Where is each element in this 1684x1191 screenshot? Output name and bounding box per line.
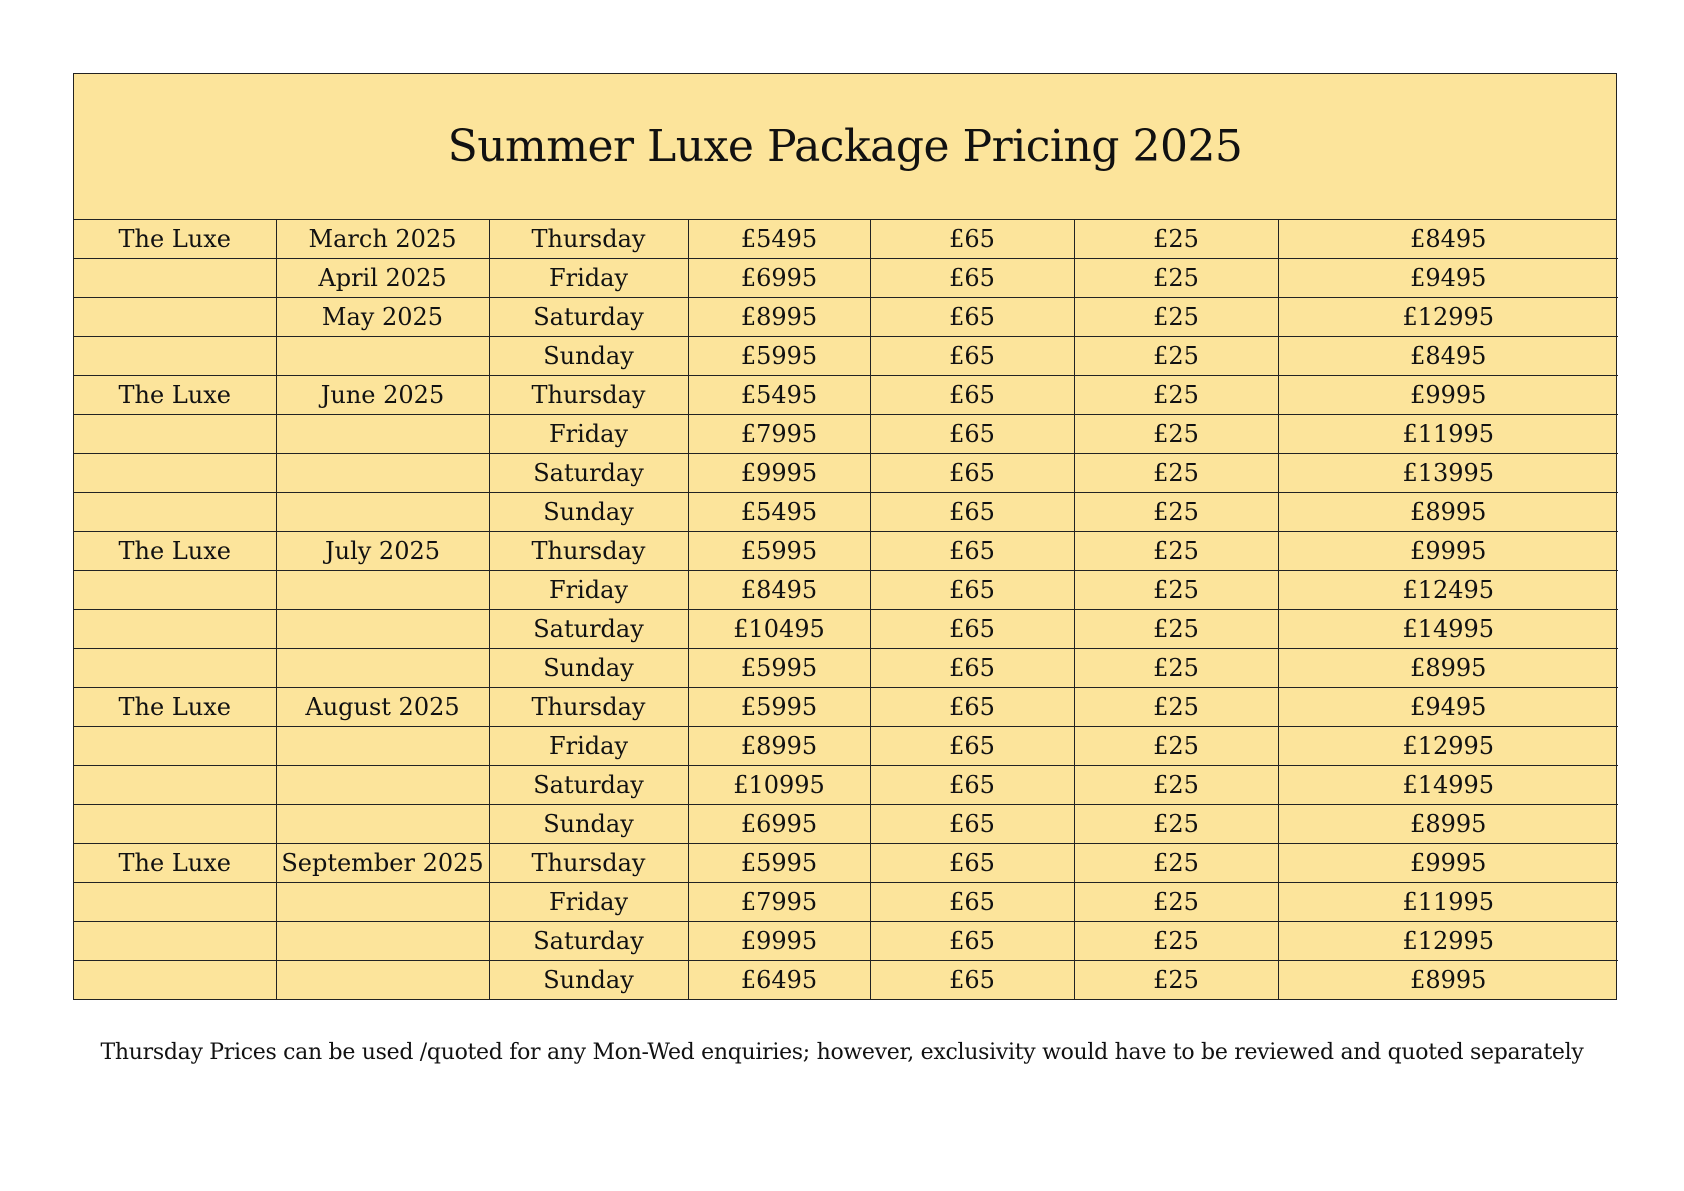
fee-cell: £25 bbox=[1074, 376, 1278, 415]
fee-cell: £25 bbox=[1074, 922, 1278, 961]
total-price-cell: £8495 bbox=[1278, 220, 1618, 259]
table-row bbox=[74, 649, 1618, 688]
day-cell: Thursday bbox=[489, 532, 688, 571]
fee-cell: £65 bbox=[870, 805, 1074, 844]
package-price-cell: £6995 bbox=[688, 259, 870, 298]
month-cell bbox=[276, 766, 489, 805]
fee-cell: £65 bbox=[870, 922, 1074, 961]
fee-cell: £25 bbox=[1074, 532, 1278, 571]
fee-cell: £65 bbox=[870, 610, 1074, 649]
fee-cell: £65 bbox=[870, 220, 1074, 259]
venue-cell: The Luxe bbox=[74, 532, 276, 571]
pricing-table-body bbox=[74, 220, 1618, 999]
fee-cell: £65 bbox=[870, 883, 1074, 922]
fee-cell: £25 bbox=[1074, 220, 1278, 259]
total-price-cell: £13995 bbox=[1278, 454, 1618, 493]
table-row bbox=[74, 922, 1618, 961]
venue-cell: The Luxe bbox=[74, 844, 276, 883]
table-row bbox=[74, 259, 1618, 298]
day-cell: Thursday bbox=[489, 844, 688, 883]
month-cell bbox=[276, 337, 489, 376]
day-cell: Thursday bbox=[489, 220, 688, 259]
page-title: Summer Luxe Package Pricing 2025 bbox=[447, 121, 1243, 172]
day-cell: Friday bbox=[489, 727, 688, 766]
package-price-cell: £6995 bbox=[688, 805, 870, 844]
fee-cell: £65 bbox=[870, 259, 1074, 298]
total-price-cell: £12495 bbox=[1278, 571, 1618, 610]
month-cell bbox=[276, 727, 489, 766]
total-price-cell: £12995 bbox=[1278, 727, 1618, 766]
total-price-cell: £8995 bbox=[1410, 966, 1487, 994]
total-price-cell: £14995 bbox=[1278, 610, 1618, 649]
venue-cell bbox=[74, 415, 276, 454]
month-cell bbox=[276, 805, 489, 844]
month-cell bbox=[276, 415, 489, 454]
total-price-cell: £8995 bbox=[1278, 649, 1618, 688]
table-row bbox=[74, 610, 1618, 649]
month-cell bbox=[276, 493, 489, 532]
month-cell bbox=[276, 571, 489, 610]
package-price-cell: £6495 bbox=[688, 961, 870, 1000]
table-row bbox=[74, 337, 1618, 376]
package-price-cell: £7995 bbox=[688, 883, 870, 922]
package-price-cell: £5495 bbox=[688, 376, 870, 415]
fee-cell: £25 bbox=[1074, 454, 1278, 493]
package-price-cell: £7995 bbox=[688, 415, 870, 454]
table-row bbox=[74, 727, 1618, 766]
venue-cell: The Luxe bbox=[74, 376, 276, 415]
table-row bbox=[74, 298, 1618, 337]
month-cell bbox=[276, 649, 489, 688]
table-row bbox=[74, 220, 1618, 259]
table-row bbox=[74, 571, 1618, 610]
total-price-cell: £11995 bbox=[1278, 883, 1618, 922]
package-price-cell: £5495 bbox=[688, 220, 870, 259]
table-row bbox=[74, 961, 1618, 1000]
fee-cell: £65 bbox=[870, 727, 1074, 766]
table-row bbox=[74, 454, 1618, 493]
total-price-cell: £9995 bbox=[1278, 376, 1618, 415]
day-cell: Friday bbox=[489, 571, 688, 610]
fee-cell: £65 bbox=[870, 493, 1074, 532]
package-price-cell: £5995 bbox=[688, 844, 870, 883]
table-row bbox=[74, 493, 1618, 532]
venue-cell bbox=[74, 922, 276, 961]
total-price-cell: £9995 bbox=[1278, 844, 1618, 883]
venue-cell bbox=[74, 493, 276, 532]
table-row bbox=[74, 532, 1618, 571]
day-cell: Thursday bbox=[489, 376, 688, 415]
total-price-cell: £9495 bbox=[1278, 688, 1618, 727]
package-price-cell: £10495 bbox=[688, 610, 870, 649]
month-cell: May 2025 bbox=[276, 298, 489, 337]
venue-cell bbox=[74, 337, 276, 376]
title-bar bbox=[74, 74, 1616, 220]
day-cell: Saturday bbox=[489, 610, 688, 649]
package-price-cell: £8495 bbox=[688, 571, 870, 610]
day-cell: Saturday bbox=[489, 454, 688, 493]
fee-cell: £65 bbox=[870, 766, 1074, 805]
total-price-cell: £8495 bbox=[1278, 337, 1618, 376]
table-row bbox=[74, 805, 1618, 844]
month-cell bbox=[276, 961, 489, 1000]
fee-cell: £25 bbox=[1074, 883, 1278, 922]
total-price-cell: £14995 bbox=[1278, 766, 1618, 805]
fee-cell: £65 bbox=[870, 376, 1074, 415]
day-cell: Friday bbox=[489, 415, 688, 454]
venue-cell bbox=[74, 649, 276, 688]
footnote: Thursday Prices can be used /quoted for any Mon-Wed enquiries; however, exclusivity would have to be reviewed and quoted separately bbox=[100, 1040, 1584, 1065]
day-cell: Saturday bbox=[489, 766, 688, 805]
day-cell: Sunday bbox=[489, 649, 688, 688]
pricing-sheet bbox=[73, 73, 1617, 1000]
day-cell: Sunday bbox=[489, 961, 688, 1000]
table-row bbox=[74, 415, 1618, 454]
package-price-cell: £5495 bbox=[688, 493, 870, 532]
venue-cell bbox=[74, 571, 276, 610]
month-cell: June 2025 bbox=[276, 376, 489, 415]
day-cell: Saturday bbox=[489, 298, 688, 337]
fee-cell: £65 bbox=[870, 571, 1074, 610]
fee-cell: £25 bbox=[1074, 259, 1278, 298]
package-price-cell: £9995 bbox=[688, 454, 870, 493]
total-price-cell: £11995 bbox=[1278, 415, 1618, 454]
fee-cell: £25 bbox=[1074, 961, 1278, 1000]
package-price-cell: £5995 bbox=[688, 649, 870, 688]
total-price-cell: £9995 bbox=[1278, 532, 1618, 571]
package-price-cell: £8995 bbox=[688, 727, 870, 766]
package-price-cell: £8995 bbox=[688, 298, 870, 337]
month-cell bbox=[276, 454, 489, 493]
package-price-cell: £10995 bbox=[688, 766, 870, 805]
fee-cell: £65 bbox=[870, 688, 1074, 727]
venue-cell bbox=[74, 454, 276, 493]
venue-cell bbox=[74, 298, 276, 337]
fee-cell: £65 bbox=[870, 532, 1074, 571]
day-cell: Friday bbox=[489, 883, 688, 922]
package-price-cell: £9995 bbox=[688, 922, 870, 961]
total-price-cell: £12995 bbox=[1278, 922, 1618, 961]
fee-cell: £65 bbox=[870, 298, 1074, 337]
month-cell bbox=[276, 922, 489, 961]
fee-cell: £25 bbox=[1074, 688, 1278, 727]
table-row bbox=[74, 766, 1618, 805]
fee-cell: £25 bbox=[1074, 727, 1278, 766]
table-row bbox=[74, 688, 1618, 727]
total-price-cell: £9495 bbox=[1278, 259, 1618, 298]
table-row bbox=[74, 883, 1618, 922]
fee-cell: £25 bbox=[1074, 844, 1278, 883]
fee-cell: £25 bbox=[1074, 766, 1278, 805]
venue-cell bbox=[74, 766, 276, 805]
pricing-table bbox=[74, 220, 1618, 999]
venue-cell bbox=[74, 259, 276, 298]
venue-cell bbox=[74, 883, 276, 922]
fee-cell: £25 bbox=[1074, 493, 1278, 532]
day-cell: Friday bbox=[489, 259, 688, 298]
fee-cell: £65 bbox=[870, 337, 1074, 376]
package-price-cell: £5995 bbox=[688, 688, 870, 727]
venue-cell: The Luxe bbox=[74, 688, 276, 727]
month-cell bbox=[276, 610, 489, 649]
month-cell bbox=[276, 883, 489, 922]
fee-cell: £25 bbox=[1074, 415, 1278, 454]
fee-cell: £65 bbox=[870, 844, 1074, 883]
total-price-cell: £12995 bbox=[1278, 298, 1618, 337]
fee-cell: £25 bbox=[1074, 337, 1278, 376]
venue-cell bbox=[74, 805, 276, 844]
venue-cell: The Luxe bbox=[74, 220, 276, 259]
fee-cell: £25 bbox=[1074, 649, 1278, 688]
day-cell: Saturday bbox=[489, 922, 688, 961]
month-cell: August 2025 bbox=[276, 688, 489, 727]
fee-cell: £25 bbox=[1074, 298, 1278, 337]
month-cell: September 2025 bbox=[276, 844, 489, 883]
month-cell: April 2025 bbox=[276, 259, 489, 298]
day-cell: Thursday bbox=[489, 688, 688, 727]
fee-cell: £25 bbox=[1074, 805, 1278, 844]
table-row bbox=[74, 376, 1618, 415]
fee-cell: £25 bbox=[1074, 571, 1278, 610]
fee-cell: £65 bbox=[870, 415, 1074, 454]
fee-cell: £65 bbox=[870, 961, 1074, 1000]
venue-cell bbox=[74, 727, 276, 766]
day-cell: Sunday bbox=[489, 805, 688, 844]
fee-cell: £65 bbox=[870, 454, 1074, 493]
fee-cell: £65 bbox=[870, 649, 1074, 688]
fee-cell: £25 bbox=[1074, 610, 1278, 649]
package-price-cell: £5995 bbox=[688, 337, 870, 376]
month-cell: March 2025 bbox=[276, 220, 489, 259]
table-row bbox=[74, 844, 1618, 883]
total-price-cell: £8995 bbox=[1278, 493, 1618, 532]
venue-cell bbox=[74, 961, 276, 1000]
package-price-cell: £5995 bbox=[688, 532, 870, 571]
month-cell: July 2025 bbox=[276, 532, 489, 571]
venue-cell bbox=[74, 610, 276, 649]
total-price-cell: £8995 bbox=[1278, 805, 1618, 844]
day-cell: Sunday bbox=[489, 337, 688, 376]
day-cell: Sunday bbox=[489, 493, 688, 532]
